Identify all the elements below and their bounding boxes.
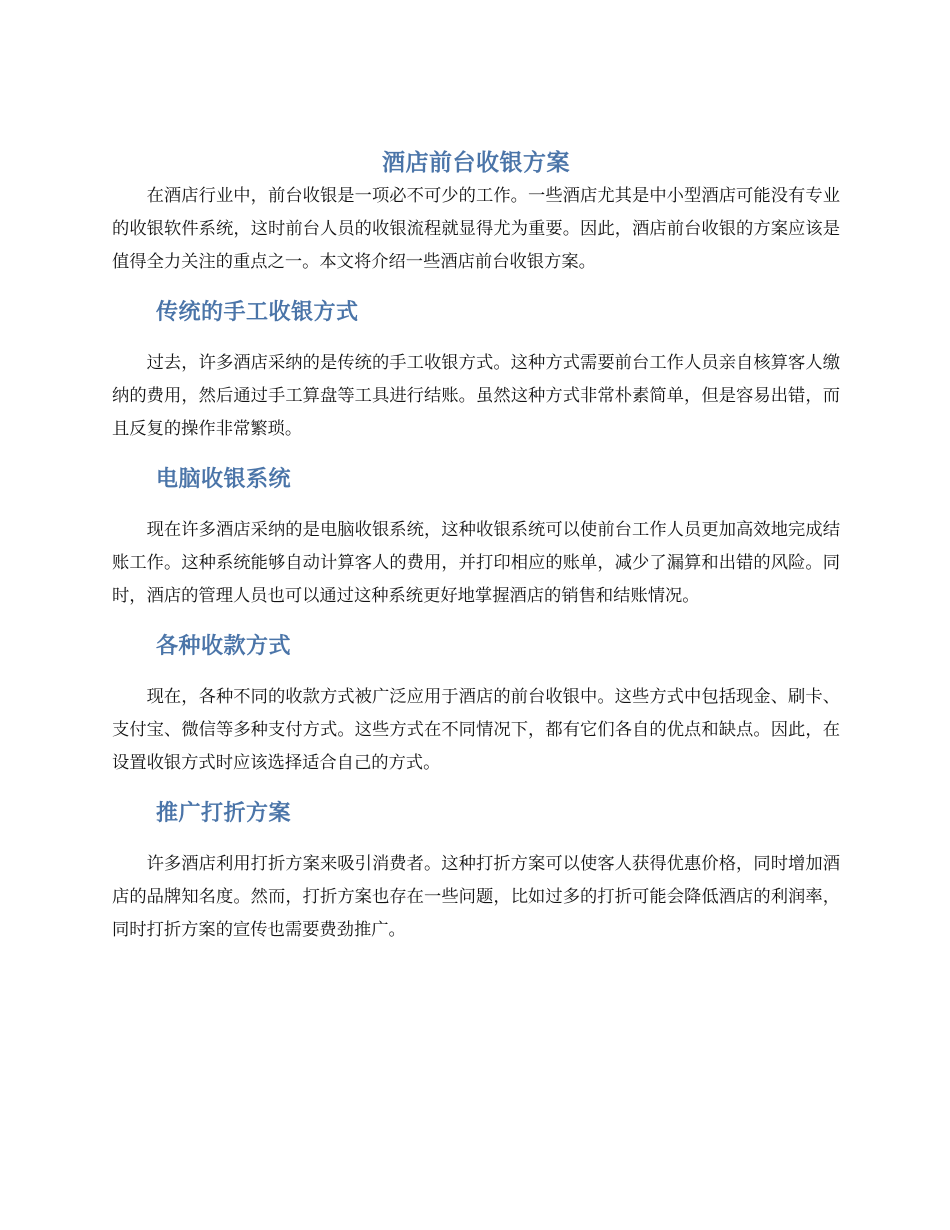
section-body-computer-system: 现在许多酒店采纳的是电脑收银系统，这种收银系统可以使前台工作人员更加高效地完成结账工作。这种系统能够自动计算客人的费用，并打印相应的账单，减少了漏算和出错的风险。同时，酒店的管理人员也可以通过这种系统更好地掌握酒店的销售和结账情况。 <box>112 520 840 606</box>
document-page <box>112 146 840 947</box>
document-title: 酒店前台收银方案 <box>382 150 570 176</box>
section-heading-computer-system: 电脑收银系统 <box>156 467 292 492</box>
section-body-manual-cashier: 过去，许多酒店采纳的是传统的手工收银方式。这种方式需要前台工作人员亲自核算客人缴纳的费用，然后通过手工算盘等工具进行结账。虽然这种方式非常朴素简单，但是容易出错，而且反复的操作非常繁琐。 <box>112 353 840 439</box>
intro-paragraph: 在酒店行业中，前台收银是一项必不可少的工作。一些酒店尤其是中小型酒店可能没有专业的收银软件系统，这时前台人员的收银流程就显得尤为重要。因此，酒店前台收银的方案应该是值得全力关注的重点之一。本文将介绍一些酒店前台收银方案。 <box>112 186 840 272</box>
section-body-discount-plan: 许多酒店利用打折方案来吸引消费者。这种打折方案可以使客人获得优惠价格，同时增加酒店的品牌知名度。然而，打折方案也存在一些问题，比如过多的打折可能会降低酒店的利润率，同时打折方案的宣传也需要费劲推广。 <box>112 854 840 940</box>
section-heading-manual-cashier: 传统的手工收银方式 <box>156 300 359 325</box>
section-body-payment-methods: 现在，各种不同的收款方式被广泛应用于酒店的前台收银中。这些方式中包括现金、刷卡、支付宝、微信等多种支付方式。这些方式在不同情况下，都有它们各自的优点和缺点。因此，在设置收银方式时应该选择适合自己的方式。 <box>112 687 840 773</box>
section-heading-discount-plan: 推广打折方案 <box>156 801 292 826</box>
section-heading-payment-methods: 各种收款方式 <box>156 634 292 659</box>
